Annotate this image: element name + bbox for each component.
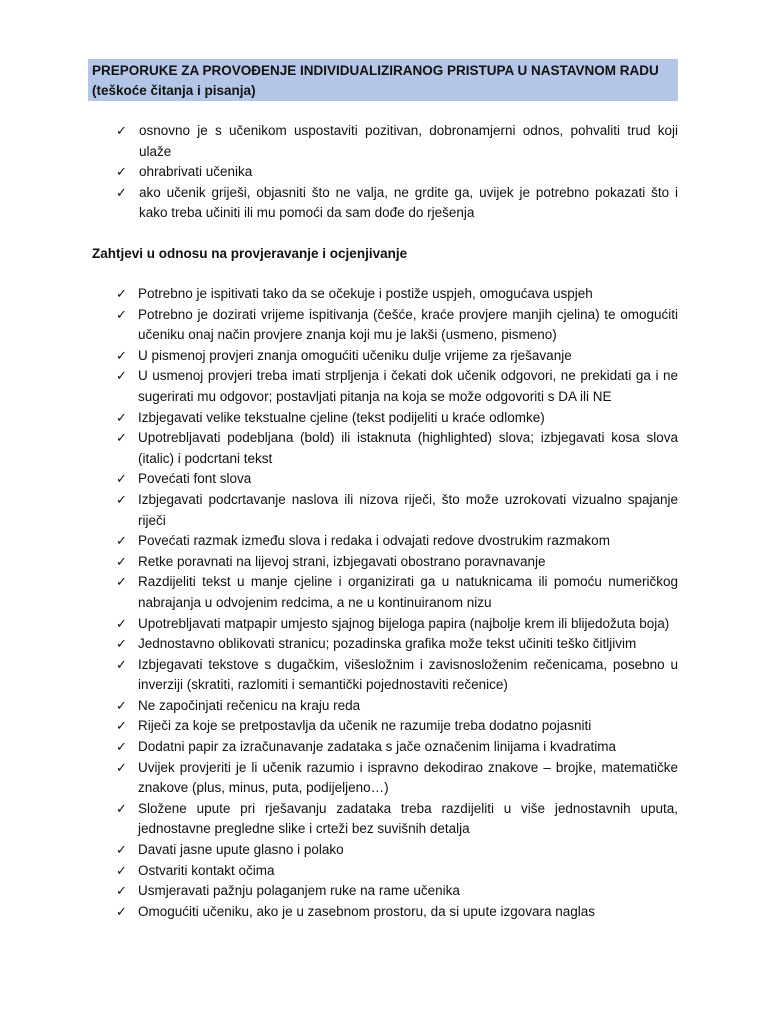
list-item (0, 861, 768, 882)
list-item-text: Upotrebljavati matpapir umjesto sjajnog bijeloga papira (najbolje krem ili blijedožuta boja) (138, 615, 670, 631)
checkmark-icon: ✓ (116, 430, 127, 446)
list-item-text: Potrebno je dozirati vrijeme ispitivanja (češće, kraće provjere manjih cjelina) te omogućiti učeniku onaj način provjere znanja koji mu je lakši (usmeno, pismeno) (138, 306, 678, 343)
list-item-text: Jednostavno oblikovati stranicu; pozadinska grafika može tekst učiniti teško čitljivim (138, 636, 637, 652)
list-item (0, 737, 768, 758)
list-item (0, 428, 768, 469)
checkmark-icon: ✓ (116, 759, 127, 775)
list-item (0, 634, 768, 655)
list-item-text: Ne započinjati rečenicu na kraju reda (138, 697, 361, 713)
list-item-text: Izbjegavati tekstove s dugačkim, višesložnim i zavisnosloženim rečenicama, posebno u inverziji (skratiti, razlomiti i semantički pojednostaviti rečenice) (138, 656, 678, 693)
list-item (0, 758, 768, 799)
list-item (0, 655, 768, 696)
list-item-text: U pismenoj provjeri znanja omogućiti učeniku dulje vrijeme za rješavanje (138, 347, 572, 363)
header-box (88, 59, 678, 101)
checkmark-icon: ✓ (116, 656, 127, 672)
list-item-text: U usmenoj provjeri treba imati strpljenja i čekati dok učenik odgovori, ne prekidati ga i ne sugerirati mu odgovor; postavljati pitanja na koja se može odgovoriti s DA ili NE (138, 368, 678, 404)
recommendation-list (0, 121, 768, 224)
checkmark-icon: ✓ (116, 306, 127, 322)
checkmark-icon: ✓ (116, 123, 127, 138)
list-item (0, 162, 768, 183)
list-item (0, 552, 768, 573)
checkmark-icon: ✓ (116, 553, 127, 569)
checkmark-icon: ✓ (116, 903, 127, 919)
list-item-text: Izbjegavati podcrtavanje naslova ili nizova riječi, što može uzrokovati vizualno spajanje riječi (138, 491, 678, 528)
list-item-text: Razdijeliti tekst u manje cjeline i organizirati ga u natuknicama ili pomoću numeričkog nabrajanja u odvojenim redcima, a ne u kontinuiranom nizu (138, 574, 678, 610)
list-item-text: Dodatni papir za izračunavanje zadataka s jače označenim linijama i kvadratima (138, 739, 616, 755)
checkmark-icon: ✓ (116, 533, 127, 549)
list-item-text: Složene upute pri rješavanju zadataka treba razdijeliti u više jednostavnih uputa, jednostavne pregledne slike i crteži bez suvišnih detalja (138, 800, 678, 837)
list-item (0, 366, 768, 407)
checkmark-icon: ✓ (116, 862, 127, 878)
list-item-text: Povećati razmak između slova i redaka i odvajati redove dvostrukim razmakom (138, 533, 610, 549)
list-item-text: Riječi za koje se pretpostavlja da učenik ne razumije treba dodatno pojasniti (138, 718, 592, 734)
list-item (0, 490, 768, 531)
list-item (0, 408, 768, 429)
checkmark-icon: ✓ (116, 409, 127, 425)
list-item-text: Upotrebljavati podebljana (bold) ili istaknuta (highlighted) slova; izbjegavati kosa slova (italic) i podcrtani tekst (138, 430, 678, 466)
list-item (0, 902, 768, 923)
checkmark-icon: ✓ (116, 739, 127, 755)
list-item-text: Omogućiti učeniku, ako je u zasebnom prostoru, da si upute izgovara naglas (138, 903, 596, 919)
list-item-text: ako učenik griješi, objasniti što ne valja, ne grdite ga, uvijek je potrebno pokazati što i kako treba učiniti ili mu pomoći da sam dođe do rješenja (139, 184, 678, 221)
assessment-requirements-list (0, 284, 768, 922)
list-item (0, 469, 768, 490)
checkmark-icon: ✓ (116, 286, 127, 301)
list-item-text: Povećati font slova (138, 471, 252, 487)
checkmark-icon: ✓ (116, 718, 127, 734)
list-item-text: Usmjeravati pažnju polaganjem ruke na rame učenika (138, 883, 460, 899)
checkmark-icon: ✓ (116, 471, 127, 487)
list-item-text: Davati jasne upute glasno i polako (138, 842, 344, 858)
checkmark-icon: ✓ (116, 184, 127, 200)
checkmark-icon: ✓ (116, 347, 127, 363)
list-item-text: ohrabrivati učenika (139, 164, 253, 180)
list-item (0, 572, 768, 613)
checkmark-icon: ✓ (116, 491, 127, 507)
list-item (0, 121, 768, 162)
list-item-text: osnovno je s učenikom uspostaviti pozitivan, dobronamjerni odnos, pohvaliti trud koji ulaže (139, 123, 678, 159)
checkmark-icon: ✓ (116, 574, 127, 590)
list-item-text: Uvijek provjeriti je li učenik razumio i ispravno dekodirao znakove – brojke, matematičke znakove (plus, minus, puta, podijeljeno…) (138, 759, 678, 796)
list-item (0, 716, 768, 737)
list-item (0, 531, 768, 552)
list-item (0, 614, 768, 635)
list-item-text: Retke poravnati na lijevoj strani, izbjegavati obostrano poravnavanje (138, 553, 546, 569)
list-item (0, 696, 768, 717)
header-title: PREPORUKE ZA PROVOĐENJE INDIVIDUALIZIRANOG PRISTUPA U NASTAVNOM RADU (92, 63, 659, 78)
header-subtitle: (teškoće čitanja i pisanja) (92, 83, 256, 98)
checkmark-icon: ✓ (116, 615, 127, 631)
list-item-text: Potrebno je ispitivati tako da se očekuje i postiže uspjeh, omogućava uspjeh (138, 286, 593, 301)
checkmark-icon: ✓ (116, 697, 127, 713)
section-title: Zahtjevi u odnosu na provjeravanje i ocjenjivanje (92, 246, 408, 261)
checkmark-icon: ✓ (116, 164, 127, 180)
list-item-text: Ostvariti kontakt očima (138, 862, 275, 878)
checkmark-icon: ✓ (116, 800, 127, 816)
list-item (0, 881, 768, 902)
list-item (0, 799, 768, 840)
list-item (0, 346, 768, 367)
checkmark-icon: ✓ (116, 842, 127, 858)
list-item (0, 284, 768, 305)
list-item (0, 840, 768, 861)
checkmark-icon: ✓ (116, 636, 127, 652)
list-item-text: Izbjegavati velike tekstualne cjeline (tekst podijeliti u kraće odlomke) (138, 409, 545, 425)
list-item (0, 183, 768, 224)
checkmark-icon: ✓ (116, 883, 127, 899)
list-item (0, 305, 768, 346)
checkmark-icon: ✓ (116, 368, 127, 384)
